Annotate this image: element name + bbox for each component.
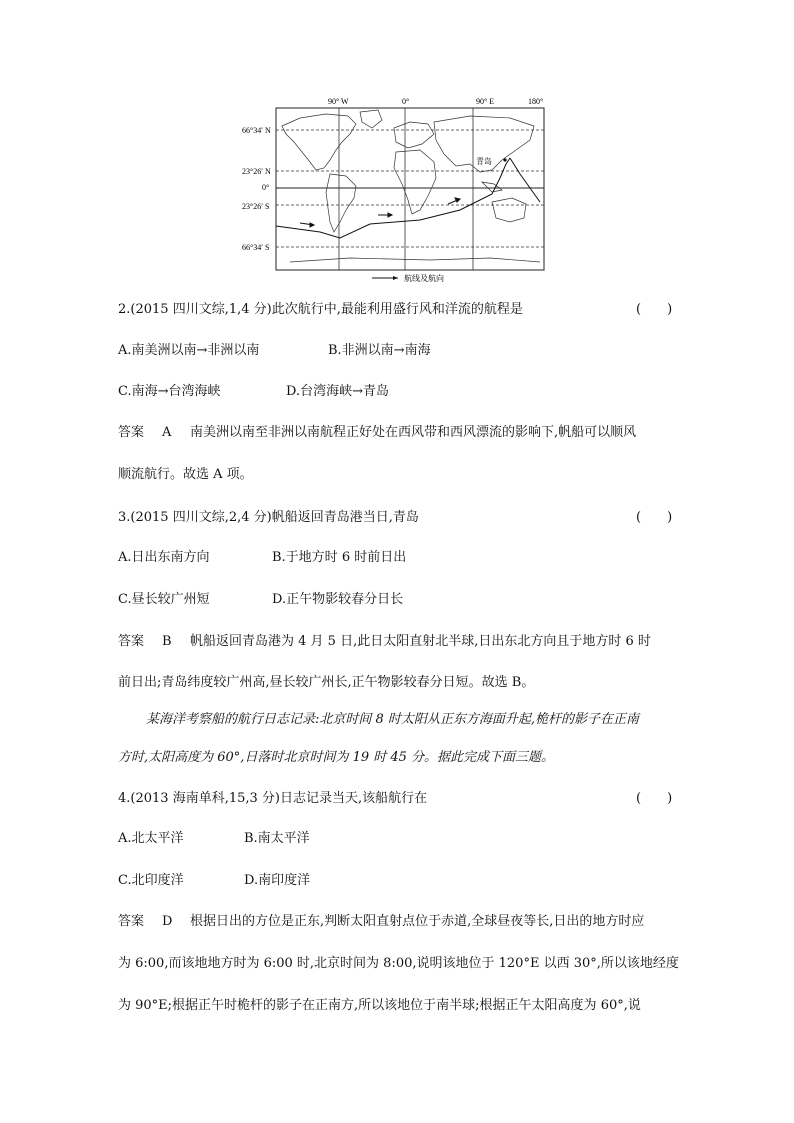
- q2-bracket: ( ): [636, 302, 673, 317]
- q2-stem: 2.(2015 四川文综,1,4 分)此次航行中,最能利用盛行风和洋流的航程是: [118, 302, 523, 317]
- q3-answer-label: 答案: [118, 634, 145, 649]
- continents: [282, 110, 540, 262]
- q2-answer-line-1: [118, 421, 636, 440]
- q4-answer-label: 答案: [118, 914, 145, 929]
- q2-answer-text-2: 顺流航行。故选 A 项。: [118, 467, 253, 482]
- q4-option-c: C.北印度洋: [118, 873, 184, 888]
- q4-answer-text-2: 为 6:00,而该地地方时为 6:00 时,北京时间为 8:00,说明该地位于 120°E 以西 30°,所以该地经度: [118, 956, 679, 971]
- q2-answer-label: 答案: [118, 425, 145, 440]
- q2-option-c: C.南海→台湾海峡: [118, 384, 221, 399]
- lat-label-66s: 66°34′ S: [242, 243, 270, 252]
- q3-answer-line-1: [118, 630, 651, 649]
- lon-label-180: 180°: [528, 97, 544, 106]
- world-map-figure: [230, 92, 560, 284]
- lon-label-0: 0°: [402, 97, 410, 106]
- q2-option-b: B.非洲以南→南海: [328, 343, 431, 358]
- map-frame: [276, 108, 544, 270]
- q3-option-c: C.昼长较广州短: [118, 592, 210, 607]
- q2-answer-text-1: 南美洲以南至非洲以南航程正好处在西风带和西风漂流的影响下,帆船可以顺风: [190, 425, 637, 440]
- lat-label-66n: 66°34′ N: [242, 126, 271, 135]
- q4-option-b: B.南太平洋: [244, 831, 310, 846]
- q3-option-d: D.正午物影较春分日长: [272, 592, 404, 607]
- passage-line-1: 某海洋考察船的航行日志记录:北京时间 8 时太阳从正东方海面升起,桅杆的影子在正南: [146, 712, 640, 727]
- q3-stem: 3.(2015 四川文综,2,4 分)帆船返回青岛港当日,青岛: [118, 510, 419, 525]
- route-arrows: [300, 198, 460, 227]
- legend-label: 航线及航向: [404, 274, 444, 283]
- q4-answer-letter: D: [162, 914, 173, 929]
- q3-option-b: B.于地方时 6 时前日出: [272, 550, 407, 565]
- q2-option-d: D.台湾海峡→青岛: [286, 384, 389, 399]
- q3-answer-text-2: 前日出;青岛纬度较广州高,昼长较广州长,正午物影较春分日短。故选 B。: [118, 675, 535, 690]
- q4-stem: 4.(2013 海南单科,15,3 分)日志记录当天,该船航行在: [118, 791, 428, 806]
- q4-option-d: D.南印度洋: [244, 873, 311, 888]
- qingdao-marker: [503, 158, 506, 161]
- q4-answer-text-3: 为 90°E;根据正午时桅杆的影子在正南方,所以该地位于南半球;根据正午太阳高度为 60°,说: [118, 998, 641, 1013]
- lon-label-90w: 90° W: [328, 97, 349, 106]
- q3-bracket: ( ): [636, 510, 673, 525]
- map-legend: [372, 273, 444, 283]
- q3-option-a: A.日出东南方向: [118, 550, 210, 565]
- lat-label-23n: 23°26′ N: [242, 167, 271, 176]
- passage-line-2: 方时,太阳高度为 60°,日落时北京时间为 19 时 45 分。据此完成下面三题。: [118, 750, 555, 765]
- q2-answer-letter: A: [162, 425, 172, 440]
- q4-answer-line-1: [118, 910, 644, 929]
- lat-label-23s: 23°26′ S: [242, 202, 270, 211]
- q4-bracket: ( ): [636, 791, 673, 806]
- q4-option-a: A.北太平洋: [118, 831, 184, 846]
- lon-label-90e: 90° E: [476, 97, 495, 106]
- lat-label-0: 0°: [262, 183, 270, 192]
- qingdao-label: 青岛: [476, 157, 492, 166]
- q4-answer-text-1: 根据日出的方位是正东,判断太阳直射点位于赤道,全球昼夜等长,日出的地方时应: [190, 914, 645, 929]
- q3-answer-text-1: 帆船返回青岛港为 4 月 5 日,此日太阳直射北半球,日出东北方向且于地方时 6 时: [190, 634, 651, 649]
- q3-answer-letter: B: [162, 634, 172, 649]
- q2-option-a: A.南美洲以南→非洲以南: [118, 343, 260, 358]
